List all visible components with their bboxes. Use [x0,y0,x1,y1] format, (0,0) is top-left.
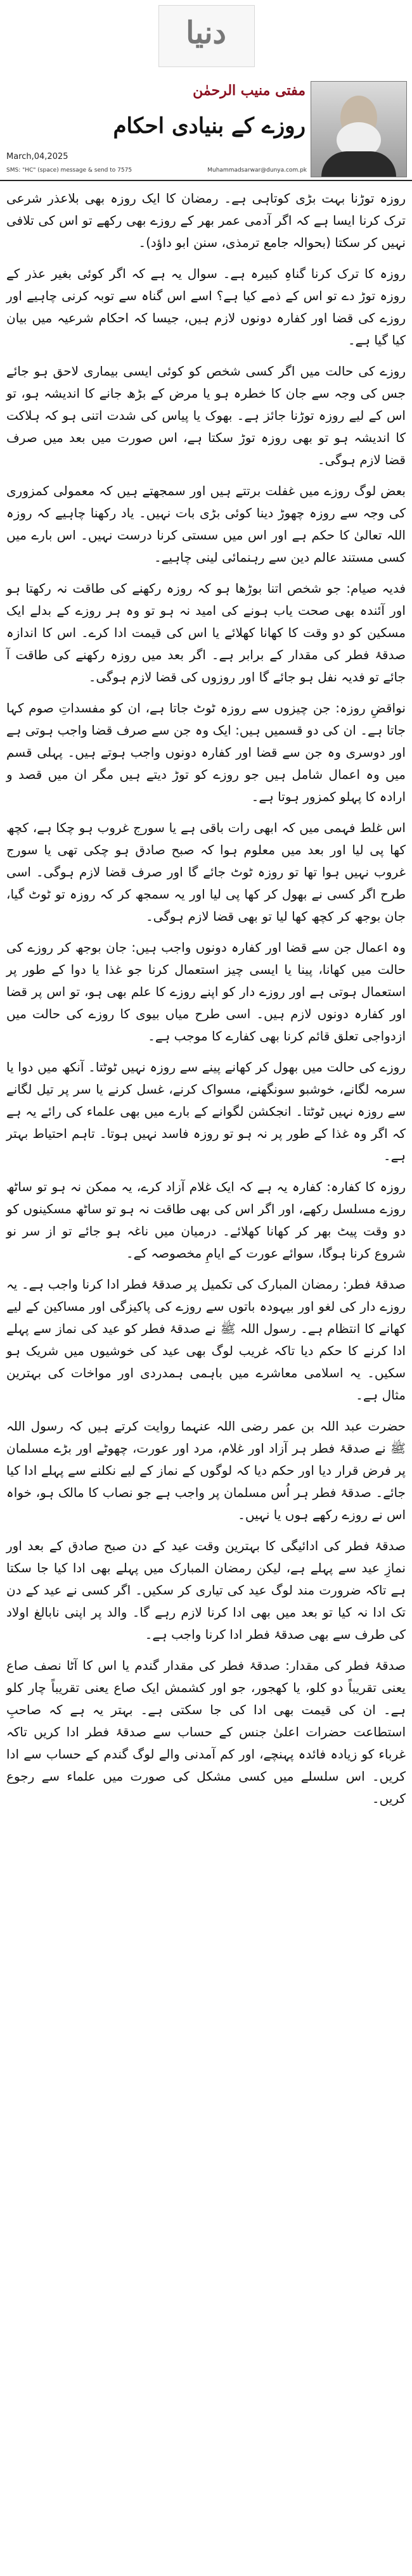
author-email: Muhammadsarwar@dunya.com.pk [207,167,307,174]
article-paragraph-1: روزہ توڑنا بہت بڑی کوتاہی ہے۔ رمضان کا ایک روزہ بھی بلاعذر شرعی ترک کرنا ایسا ہے کہ اگر آدمی عمر بھر کے روزے بھی رکھے تو اس کی تلافی نہیں کر سکتا (بحوالہ جامع ترمذی، سنن ابو داؤد)۔ [6,191,406,250]
column-title: روزے کے بنیادی احکام [113,113,306,139]
sms-line: SMS: "HC" (space) message & send to 7575 [6,167,132,174]
logo-text: دنیا [186,15,226,51]
article-paragraph-5: فدیہ صیام: جو شخص اتنا بوڑھا ہو کہ روزہ رکھنے کی طاقت نہ رکھتا ہو اور آئندہ بھی صحت یاب ہونے کی امید نہ ہو تو وہ ہر روزے کے بدلے ایک مسکین کو دو وقت کا کھانا کھلائے یا اس کی قیمت ادا کرے۔ اس کا اندازہ صدقۂ فطر کی مقدار کے برابر ہے۔ اگر بعد میں روزہ رکھنے کی طاقت آ جائے تو فدیہ نفل ہو جائے گا اور روزوں کی قضا لازم ہوگی۔ [6,581,406,685]
article-paragraph-12: حضرت عبد اللہ بن عمر رضی اللہ عنہما روایت کرتے ہیں کہ رسول اللہ ﷺ نے صدقۂ فطر ہر آزاد اور غلام، مرد اور عورت، چھوٹے اور بڑے مسلمان پر فرض قرار دیا اور حکم دیا کہ لوگوں کے نماز کے لیے نکلنے سے پہلے ادا کیا جائے۔ صدقۂ فطر ہر اُس مسلمان پر واجب ہے جو نصاب کا مالک ہو، خواہ اس نے روزے رکھے ہوں یا نہیں۔ [6,1418,406,1522]
newspaper-logo [158,5,254,66]
column-header [0,77,412,181]
article-paragraph-13: صدقۂ فطر کی ادائیگی کا بہترین وقت عید کے دن صبح صادق کے بعد اور نمازِ عید سے پہلے ہے، لیکن رمضان المبارک میں پہلے بھی ادا کیا جا سکتا ہے تاکہ ضرورت مند لوگ عید کی تیاری کر سکیں۔ اگر کسی نے عید کے دن تک ادا نہ کیا تو بعد میں بھی ادا کرنا لازم رہے گا۔ والد پر اپنی نابالغ اولاد کی طرف سے بھی صدقۂ فطر ادا کرنا واجب ہے۔ [6,1538,406,1642]
article-paragraph-6: نواقضِ روزہ: جن چیزوں سے روزہ ٹوٹ جاتا ہے، ان کو مفسداتِ صوم کہا جاتا ہے۔ ان کی دو قسمیں ہیں: ایک وہ جن سے صرف قضا واجب ہوتی ہے اور دوسری وہ جن سے قضا اور کفارہ دونوں واجب ہوتے ہیں۔ پہلی قسم میں وہ اعمال شامل ہیں جو روزے کو توڑ دیتے ہیں مگر ان میں قصد و ارادہ کا پہلو کمزور ہوتا ہے۔ [6,700,406,804]
publish-date: March,04,2025 [6,152,68,161]
article-paragraph-9: روزے کی حالت میں بھول کر کھانے پینے سے روزہ نہیں ٹوٹتا۔ آنکھ میں دوا یا سرمہ لگانے، خوشبو سونگھنے، مسواک کرنے، غسل کرنے یا سر پر تیل لگانے سے روزہ نہیں ٹوٹتا۔ انجکشن لگوانے کے بارے میں بھی علماء کی رائے یہ ہے کہ اگر وہ غذا کے طور پر نہ ہو تو روزہ فاسد نہیں ہوتا۔ تاہم احتیاط بہتر ہے۔ [6,1059,406,1163]
article-paragraph-10: روزہ کا کفارہ: کفارہ یہ ہے کہ ایک غلام آزاد کرے، یہ ممکن نہ ہو تو ساٹھ روزے مسلسل رکھے، اور اگر اس کی بھی طاقت نہ ہو تو ساٹھ مسکینوں کو دو وقت پیٹ بھر کر کھانا کھلائے۔ درمیان میں ناغہ ہو جائے تو از سر نو شروع کرنا ہوگا، سوائے عورت کے ایامِ مخصوصہ کے۔ [6,1179,406,1261]
article-paragraph-11: صدقۂ فطر: رمضان المبارک کی تکمیل پر صدقۂ فطر ادا کرنا واجب ہے۔ یہ روزے دار کی لغو اور بیہودہ باتوں سے روزے کی پاکیزگی اور مساکین کے لیے کھانے کا انتظام ہے۔ رسول اللہ ﷺ نے صدقۂ فطر کو عید کی نماز سے پہلے ادا کرنے کا حکم دیا تاکہ غریب لوگ بھی عید کی خوشیوں میں شریک ہو سکیں۔ یہ اسلامی معاشرے میں باہمی ہمدردی اور مواخات کی بہترین مثال ہے۔ [6,1277,406,1403]
article-body [6,187,406,1819]
photo-body [321,151,396,177]
article-paragraph-2: روزہ کا ترک کرنا گناہِ کبیرہ ہے۔ سوال یہ ہے کہ اگر کوئی بغیر عذر کے روزہ توڑ دے تو اس کے ذمے کیا ہے؟ اسے اس گناہ سے توبہ کرنی چاہیے اور روزے کی قضا اور کفارہ دونوں لازم ہیں، جیسا کہ احکام شرعیہ میں بیان کیا گیا ہے۔ [6,266,406,348]
article-paragraph-3: روزے کی حالت میں اگر کسی شخص کو کوئی ایسی بیماری لاحق ہو جائے جس کی وجہ سے جان کا خطرہ ہو یا مرض کے بڑھ جانے کا اندیشہ ہو، تو اس کے لیے روزہ توڑنا جائز ہے۔ بھوک یا پیاس کی شدت اتنی ہو کہ ہلاکت کا اندیشہ ہو تو بھی روزہ توڑ سکتا ہے، اس صورت میں بعد میں صرف قضا لازم ہوگی۔ [6,363,406,467]
masthead [0,3,412,73]
article-paragraph-7: اس غلط فہمی میں کہ ابھی رات باقی ہے یا سورج غروب ہو چکا ہے، کچھ کھا پی لیا اور بعد میں معلوم ہوا کہ صبح صادق ہو چکی تھی یا سورج غروب نہیں ہوا تھا تو روزہ ٹوٹ جائے گا اور صرف قضا لازم ہوگی۔ اسی طرح اگر کسی نے بھول کر کھا پی لیا اور یہ سمجھ کر کہ روزہ تو ٹوٹ گیا، جان بوجھ کر کچھ کھا لیا تو بھی قضا لازم ہوگی۔ [6,820,406,924]
author-name: مفتی منیب الرحمٰن [193,82,306,99]
author-photo [311,81,407,177]
article-paragraph-14: صدقۂ فطر کی مقدار: صدقۂ فطر کی مقدار گندم یا اس کا آٹا نصف صاع یعنی تقریباً دو کلو، یا کھجور، جو اور کشمش ایک صاع یعنی تقریباً چار کلو ہے۔ ان کی قیمت بھی ادا کی جا سکتی ہے۔ بہتر یہ ہے کہ صاحبِ استطاعت حضرات اعلیٰ جنس کے حساب سے صدقۂ فطر ادا کریں تاکہ غرباء کو زیادہ فائدہ پہنچے، اور کم آمدنی والے لوگ گندم کے حساب سے ادا کریں۔ اس سلسلے میں کسی مشکل کی صورت میں علماء سے رجوع کریں۔ [6,1658,406,1806]
article-paragraph-8: وہ اعمال جن سے قضا اور کفارہ دونوں واجب ہیں: جان بوجھ کر روزے کی حالت میں کھانا، پینا یا ایسی چیز استعمال کرنا جو غذا یا دوا کے طور پر استعمال ہوتی ہے اور روزے دار کو اپنے روزے کا علم بھی ہو، تو اس پر قضا اور کفارہ دونوں لازم ہیں۔ اسی طرح میاں بیوی کا روزے کی حالت میں ازدواجی تعلق قائم کرنا بھی کفارے کا موجب ہے۔ [6,940,406,1044]
article-paragraph-4: بعض لوگ روزے میں غفلت برتتے ہیں اور سمجھتے ہیں کہ معمولی کمزوری کی وجہ سے روزہ چھوڑ دینا کوئی بڑی بات نہیں۔ یاد رکھنا چاہیے کہ روزہ اللہ تعالیٰ کا حکم ہے اور اس میں سستی کرنا درست نہیں۔ اس بارے میں کسی مستند عالم دین سے رہنمائی لینی چاہیے۔ [6,483,406,565]
